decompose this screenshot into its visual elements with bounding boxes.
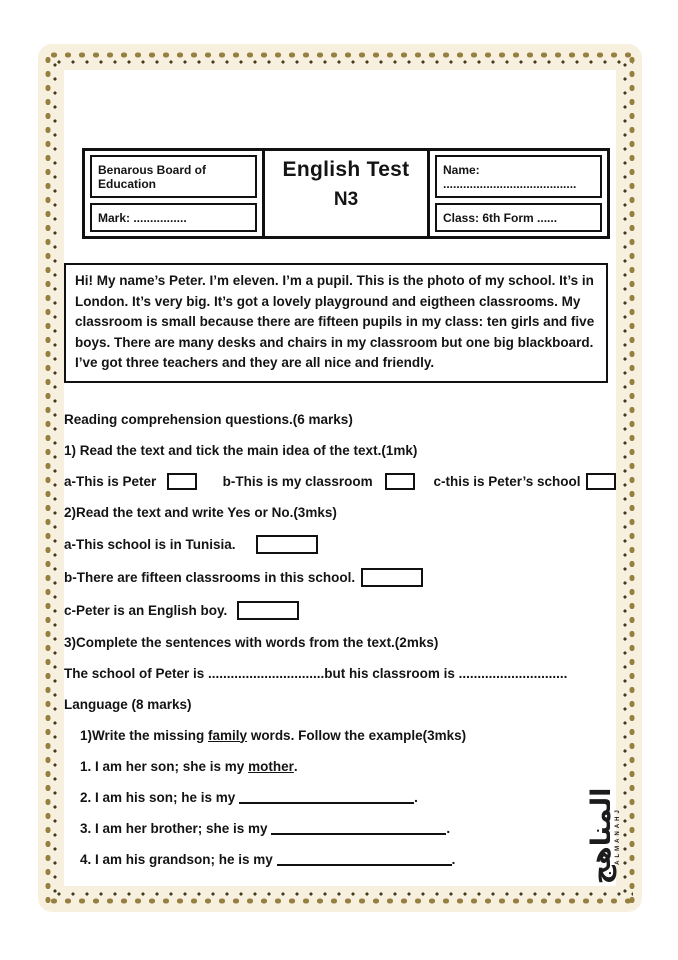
question-3-answer-line (64, 665, 616, 682)
q2-item-c-label: c-Peter is an English boy. (64, 602, 228, 618)
question-2-prompt (64, 504, 616, 521)
family-item-2-answer-blank (239, 791, 414, 804)
q2-item-a (64, 535, 616, 554)
q2-item-c-answer-box (237, 601, 299, 620)
q2-item-c (64, 601, 616, 620)
family-item-3-after: . (446, 820, 451, 836)
class-cell: Class: 6th Form ...... (435, 203, 602, 232)
q2-item-b-label: b-There are fifteen classrooms in this school. (64, 569, 356, 585)
family-item-3-answer-blank (271, 822, 446, 835)
family-item-4-answer-blank (277, 853, 452, 866)
family-item-1-after: . (293, 758, 298, 774)
worksheet-content (64, 70, 616, 886)
q1-option-b-tick-box (385, 473, 415, 490)
q1-option-b-label: b-This is my classroom (222, 473, 373, 489)
test-number: N3 (333, 189, 359, 210)
family-item-2 (80, 789, 616, 806)
language-section-heading (64, 696, 616, 713)
family-item-4-after: . (451, 851, 456, 867)
family-item-1-example-word: mother (248, 758, 294, 774)
reading-section-heading (64, 411, 616, 428)
almanahj-logo-latin-text: ALMANAHJ (614, 807, 621, 865)
question-1-prompt (64, 442, 616, 459)
language-task-after: words. Follow the example(3mks) (247, 727, 467, 743)
name-cell: Name: ........................................ (435, 155, 602, 198)
almanahj-logo-arabic-text: المناهج (585, 787, 616, 885)
q2-item-a-label: a-This school is in Tunisia. (64, 536, 236, 552)
language-heading-text: Language (8 marks) (64, 696, 192, 712)
q1-option-c-tick-box (586, 473, 616, 490)
decorative-page-frame (38, 44, 642, 912)
q1-option-c-label: c-this is Peter’s school (433, 473, 581, 489)
language-task-underlined-word: family (208, 727, 248, 743)
family-item-2-before: 2. I am his son; he is my (80, 789, 240, 805)
question-1-options (64, 473, 616, 490)
family-item-1 (80, 758, 616, 775)
q1-option-a-tick-box (167, 473, 197, 490)
q1-option-a-label: a-This is Peter (64, 473, 157, 489)
family-item-3 (80, 820, 616, 837)
test-title-cell (262, 151, 430, 236)
family-item-3-before: 3. I am her brother; she is my (80, 820, 272, 836)
reading-heading-text: Reading comprehension questions.(6 marks) (64, 411, 353, 427)
q2-item-a-answer-box (256, 535, 318, 554)
family-item-1-before: 1. I am her son; she is my (80, 758, 249, 774)
q2-item-b-answer-box (361, 568, 423, 587)
question-2-text: 2)Read the text and write Yes or No.(3mks) (64, 504, 337, 520)
q3-answer-text: The school of Peter is ...............................but his classroom is ............................. (64, 665, 568, 681)
board-of-education-cell: Benarous Board of Education (90, 155, 257, 198)
question-3-prompt (64, 634, 616, 651)
border-ornament-left (42, 53, 60, 903)
family-item-4 (80, 851, 616, 868)
test-title: English Test (282, 158, 410, 181)
family-item-4-before: 4. I am his grandson; he is my (80, 851, 277, 867)
question-3-text: 3)Complete the sentences with words from the text.(2mks) (64, 634, 439, 650)
language-task-prompt (80, 727, 616, 744)
header-table (82, 148, 610, 239)
reading-passage: Hi! My name’s Peter. I’m eleven. I’m a pupil. This is the photo of my school. It’s in London. It’s very big. It’s got a lovely playground and eigtheen classrooms. My classroom is small because there are fifteen pupils in my class: ten girls and five boys. There are many desks and chairs in my classroom but one big blackboard. I’ve got three teachers and they are all nice and friendly. (64, 263, 608, 383)
border-ornament-bottom (47, 889, 633, 907)
mark-cell: Mark: ................ (90, 203, 257, 232)
q2-item-b (64, 568, 616, 587)
header-right-column (430, 151, 607, 236)
family-item-2-after: . (414, 789, 418, 805)
language-task-before: 1)Write the missing (80, 727, 209, 743)
question-1-text: 1) Read the text and tick the main idea of the text.(1mk) (64, 442, 418, 458)
almanahj-logo (580, 774, 628, 898)
border-ornament-top (47, 49, 633, 67)
header-left-column (85, 151, 262, 236)
